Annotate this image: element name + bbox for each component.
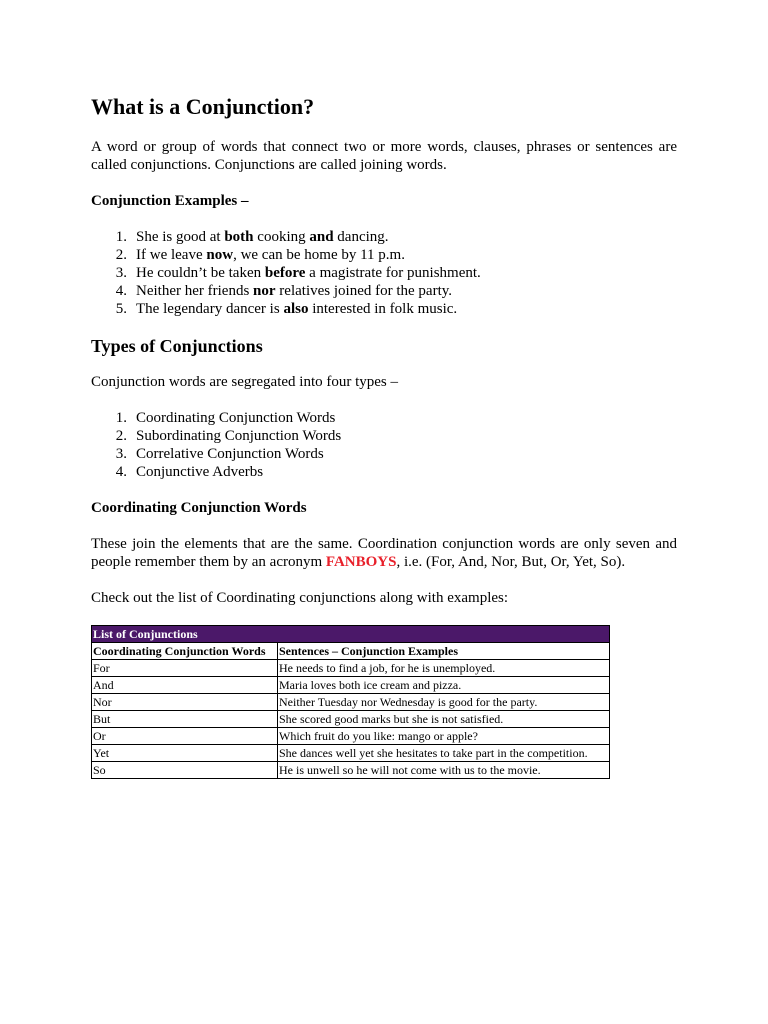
coordinating-heading: Coordinating Conjunction Words [91,500,307,516]
table-header-row [92,643,610,660]
list-item: 4 . Neither her friends nor relatives joined for the party. [91,282,481,300]
coordinating-paragraph: These join the elements that are the same. Coordination conjunction words are only seven and people remember them by an acronym FANBOYS, i.e. (For, And, Nor, But, Or, Yet, So). [91,536,677,570]
word-cell: But [92,711,278,728]
table-title: List of Conjunctions [92,626,610,643]
list-item: 4 . Conjunctive Adverbs [91,463,341,481]
list-item: 3 . He couldn’t be taken before a magistrate for punishment. [91,264,481,282]
list-item: 2 . If we leave now, we can be home by 11 p.m. [91,246,481,264]
sentence-cell: Maria loves both ice cream and pizza. [278,677,610,694]
check-out-text: Check out the list of Coordinating conjunctions along with examples: [91,590,509,606]
types-heading: Types of Conjunctions [91,336,263,356]
table-row [92,762,610,779]
sentence-cell: Neither Tuesday nor Wednesday is good for the party. [278,694,610,711]
column-header-words: Coordinating Conjunction Words [92,643,278,660]
table-row [92,677,610,694]
word-cell: So [92,762,278,779]
types-list [91,409,341,481]
list-item: 1 . Coordinating Conjunction Words [91,409,341,427]
table-row [92,728,610,745]
sentence-cell: Which fruit do you like: mango or apple? [278,728,610,745]
table-row [92,694,610,711]
sentence-cell: He needs to find a job, for he is unemployed. [278,660,610,677]
sentence-cell: He is unwell so he will not come with us to the movie. [278,762,610,779]
column-header-sentences: Sentences – Conjunction Examples [278,643,610,660]
fanboys-acronym: FANBOYS [325,554,397,570]
table-row [92,711,610,728]
table-row [92,660,610,677]
examples-list [91,228,481,318]
word-cell: For [92,660,278,677]
word-cell: And [92,677,278,694]
table-row [92,745,610,762]
list-item: 3 . Correlative Conjunction Words [91,445,341,463]
word-cell: Or [92,728,278,745]
page-title: What is a Conjunction? [91,94,315,119]
list-item: 2 . Subordinating Conjunction Words [91,427,341,445]
table-title-row [92,626,610,643]
conjunctions-table [91,625,610,779]
examples-heading: Conjunction Examples – [91,193,249,209]
word-cell: Yet [92,745,278,762]
list-item: 1 . She is good at both cooking and dancing. [91,228,481,246]
word-cell: Nor [92,694,278,711]
sentence-cell: She dances well yet she hesitates to take part in the competition. [278,745,610,762]
list-item: 5 . The legendary dancer is also interested in folk music. [91,300,481,318]
sentence-cell: She scored good marks but she is not satisfied. [278,711,610,728]
types-intro: Conjunction words are segregated into four types – [91,374,399,390]
intro-paragraph: A word or group of words that connect two or more words, clauses, phrases or sentences are called conjunctions. Conjunctions are called joining words. [91,139,677,173]
